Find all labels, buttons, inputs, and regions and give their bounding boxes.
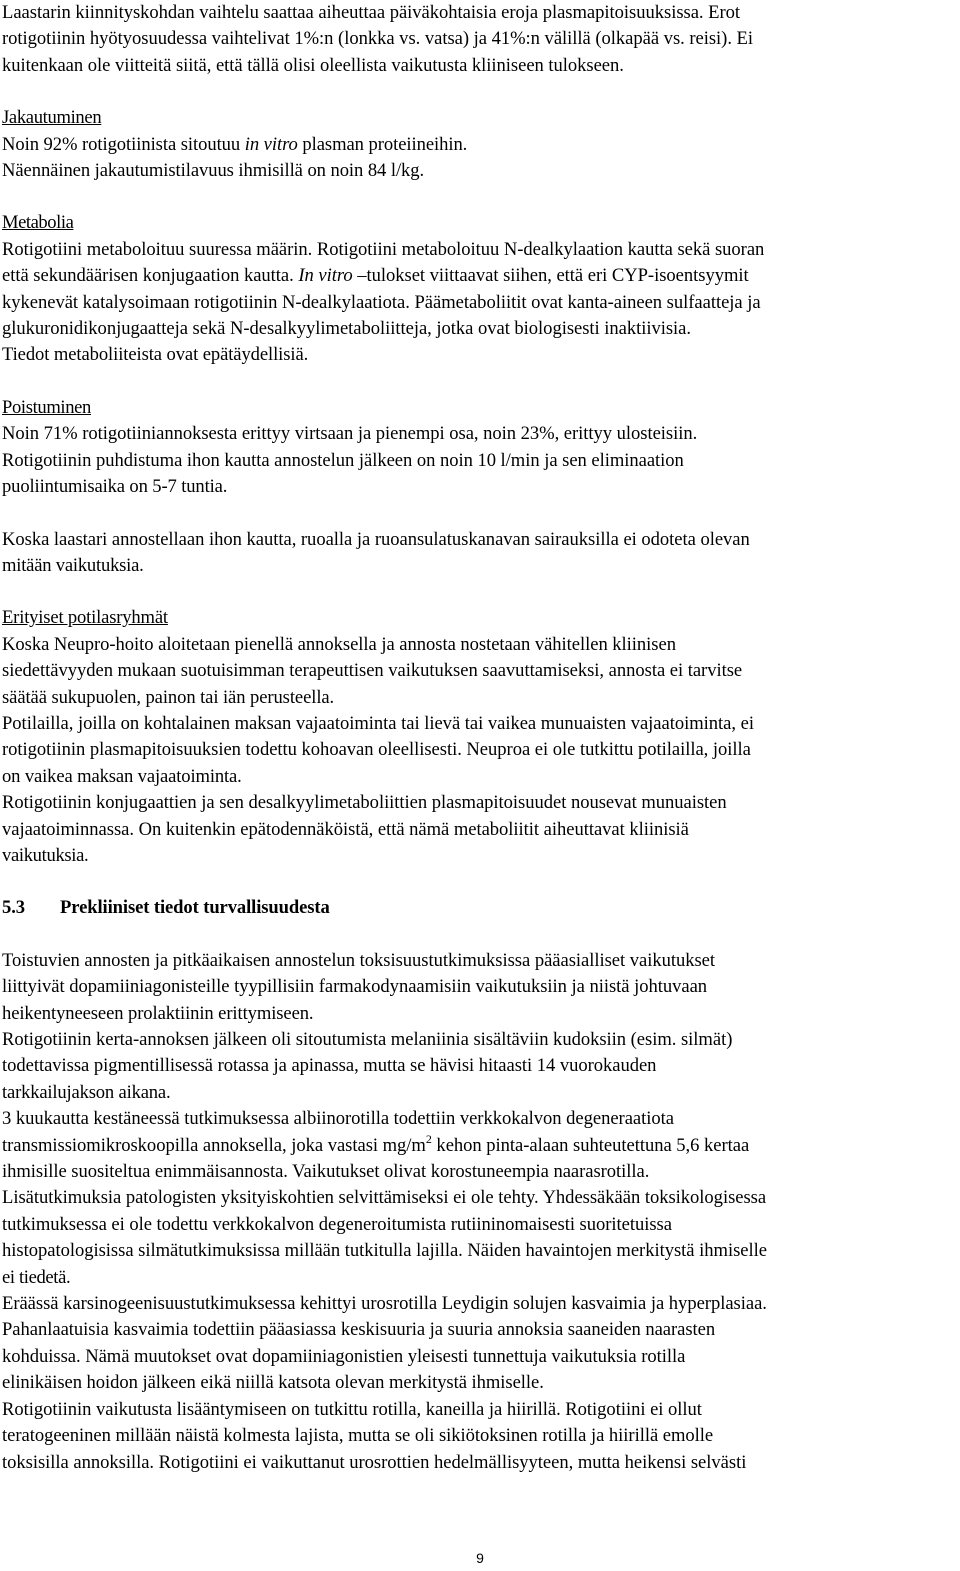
intro-paragraph: [2, 0, 956, 79]
subsection-heading: Jakautuminen: [2, 107, 102, 129]
text-line: että sekundäärisen konjugaation kautta. In vitro –tulokset viittaavat siihen, että eri CYP-isoentsyymit: [2, 265, 749, 287]
text-line: kykenevät katalysoimaan rotigotiinin N-dealkylaatiota. Päämetaboliitit ovat kanta-aineen sulfaatteja ja: [2, 291, 761, 313]
text-line: Koska Neupro-hoito aloitetaan pienellä annoksella ja annosta nostetaan vähitellen kliinisen: [2, 633, 676, 655]
preclinical-section: [2, 948, 956, 1476]
text-line: vaikutuksia.: [2, 844, 89, 866]
text-line: mitään vaikutuksia.: [2, 554, 144, 576]
text-line: vajaatoiminnassa. On kuitenkin epätodennäköistä, että nämä metaboliitit aiheuttavat kliinisiä: [2, 818, 689, 840]
text-line: rotigotiinin plasmapitoisuuksien todettu kohoavan oleellisesti. Neuproa ei ole tutkittu potilailla, joilla: [2, 739, 751, 761]
subsection-heading: Erityiset potilasryhmät: [2, 607, 168, 629]
section-number: 5.3: [2, 897, 25, 919]
text-line: on vaikea maksan vajaatoiminta.: [2, 765, 242, 787]
text-line: Rotigotiinin vaikutusta lisääntymiseen on tutkittu rotilla, kaneilla ja hiirillä. Rotigotiini ei ollut: [2, 1398, 702, 1420]
text-line: todettavissa pigmentillisessä rotassa ja apinassa, mutta se hävisi hitaasti 14 vuorokauden: [2, 1055, 657, 1077]
transdermal-paragraph: [2, 527, 956, 580]
text-line: Tiedot metaboliiteista ovat epätäydellisiä.: [2, 344, 309, 366]
text-line: transmissiomikroskoopilla annoksella, joka vastasi $mg/m^2$ kehon pinta-alaan suhteutettuna 5,6 kertaa: [2, 1131, 750, 1156]
document-page: [2, 0, 956, 1476]
text-line: Rotigotiinin kerta-annoksen jälkeen oli sitoutumista melaniinia sisältäviin kudoksiin (esim. silmät): [2, 1029, 733, 1050]
text-line: kuitenkaan ole viitteitä siitä, että tällä olisi oleellista vaikutusta kliiniseen tulokseen.: [2, 54, 624, 76]
distribution-section: [2, 105, 956, 184]
text-line: Potilailla, joilla on kohtalainen maksan vajaatoiminta tai lievä tai vaikea munuaisten vajaatoiminta, ei: [2, 712, 754, 734]
text-line: kohduissa. Nämä muutokset ovat dopamiiniagonistien yleisesti tunnettuja vaikutuksia rotilla: [2, 1345, 686, 1367]
special-populations-section: [2, 605, 956, 869]
text-line: siedettävyyden mukaan suotuisimman terapeuttisen vaikutuksen saavuttamiseksi, annosta ei tarvitse: [2, 660, 743, 682]
text-line: tarkkailujakson aikana.: [2, 1081, 171, 1103]
text-line: Rotigotiini metaboloituu suuressa määrin. Rotigotiini metaboloituu N-dealkylaation kautta sekä suoran: [2, 238, 765, 260]
text-line: Noin 92% rotigotiinista sitoutuu in vitro plasman proteiineihin.: [2, 133, 468, 155]
text-line: Näennäinen jakautumistilavuus ihmisillä on noin 84 l/kg.: [2, 160, 425, 182]
text-line: rotigotiinin hyötyosuudessa vaihtelivat 1%:n (lonkka vs. vatsa) ja 41%:n välillä (olkapää vs. reisi). Ei: [2, 28, 754, 50]
subsection-heading: Metabolia: [2, 212, 74, 234]
page-number: 9: [476, 1550, 484, 1566]
text-line: glukuronidikonjugaatteja sekä N-desalkyylimetaboliitteja, jotka ovat biologisesti inaktiivisia.: [2, 318, 692, 340]
text-line: liittyivät dopamiiniagonisteille tyypillisiin farmakodynaamisiin vaikutuksiin ja niistä johtuvaan: [2, 976, 708, 998]
text-line: Toistuvien annosten ja pitkäaikaisen annostelun toksisuustutkimuksissa pääasialliset vaikutukset: [2, 949, 715, 971]
text-line: toksisilla annoksilla. Rotigotiini ei vaikuttanut urosrottien hedelmällisyyteen, mutta heikensi selvästi: [2, 1451, 747, 1473]
metabolism-section: [2, 210, 956, 368]
section-title: [2, 895, 956, 921]
text-line: ihmisille suositeltua enimmäisannosta. Vaikutukset olivat korostuneempia naarasrotilla.: [2, 1161, 650, 1183]
text-line: Rotigotiinin puhdistuma ihon kautta annostelun jälkeen on noin 10 l/min ja sen eliminaation: [2, 449, 684, 471]
subsection-heading: Poistuminen: [2, 396, 91, 418]
section-title-text: Prekliiniset tiedot turvallisuudesta: [60, 897, 330, 919]
text-line: Pahanlaatuisia kasvaimia todettiin pääasiassa keskisuuria ja suuria annoksia saaneiden naarasten: [2, 1319, 716, 1341]
text-line: Koska laastari annostellaan ihon kautta, ruoalla ja ruoansulatuskanavan sairauksilla ei odoteta olevan: [2, 528, 750, 550]
text-line: tutkimuksessa ei ole todettu verkkokalvon degeneroitumista rutiininomaisesti suoritetuissa: [2, 1213, 672, 1235]
text-line: elinikäisen hoidon jälkeen eikä niillä katsota olevan merkitystä ihmiselle.: [2, 1372, 544, 1394]
text-line: Lisätutkimuksia patologisten yksityiskohtien selvittämiseksi ei ole tehty. Yhdessäkään toksikologisessa: [2, 1187, 767, 1209]
text-line: Rotigotiinin konjugaattien ja sen desalkyylimetaboliittien plasmapitoisuudet nousevat munuaisten: [2, 792, 727, 814]
text-line: Laastarin kiinnityskohdan vaihtelu saattaa aiheuttaa päiväkohtaisia eroja plasmapitoisuuksissa. Erot: [2, 2, 740, 23]
text-line: heikentyneeseen prolaktiinin erittymiseen.: [2, 1002, 314, 1024]
text-line: 3 kuukautta kestäneessä tutkimuksessa albiinorotilla todettiin verkkokalvon degeneraatiota: [2, 1108, 674, 1130]
text-line: histopatologisissa silmätutkimuksissa millään tutkitulla lajilla. Näiden havaintojen merkitystä ihmiselle: [2, 1240, 767, 1262]
text-line: säätää sukupuolen, painon tai iän perusteella.: [2, 686, 335, 708]
text-line: puoliintumisaika on 5-7 tuntia.: [2, 476, 228, 498]
text-line: Eräässä karsinogeenisuustutkimuksessa kehittyi urosrotilla Leydigin solujen kasvaimia ja hyperplasiaa.: [2, 1293, 767, 1315]
text-line: ei tiedetä.: [2, 1266, 71, 1288]
elimination-section: [2, 395, 956, 501]
text-line: Noin 71% rotigotiiniannoksesta erittyy virtsaan ja pienempi osa, noin 23%, erittyy ulosteisiin.: [2, 423, 698, 445]
text-line: teratogeeninen millään näistä kolmesta lajista, mutta se oli sikiötoksinen rotilla ja hiirillä emolle: [2, 1425, 714, 1447]
